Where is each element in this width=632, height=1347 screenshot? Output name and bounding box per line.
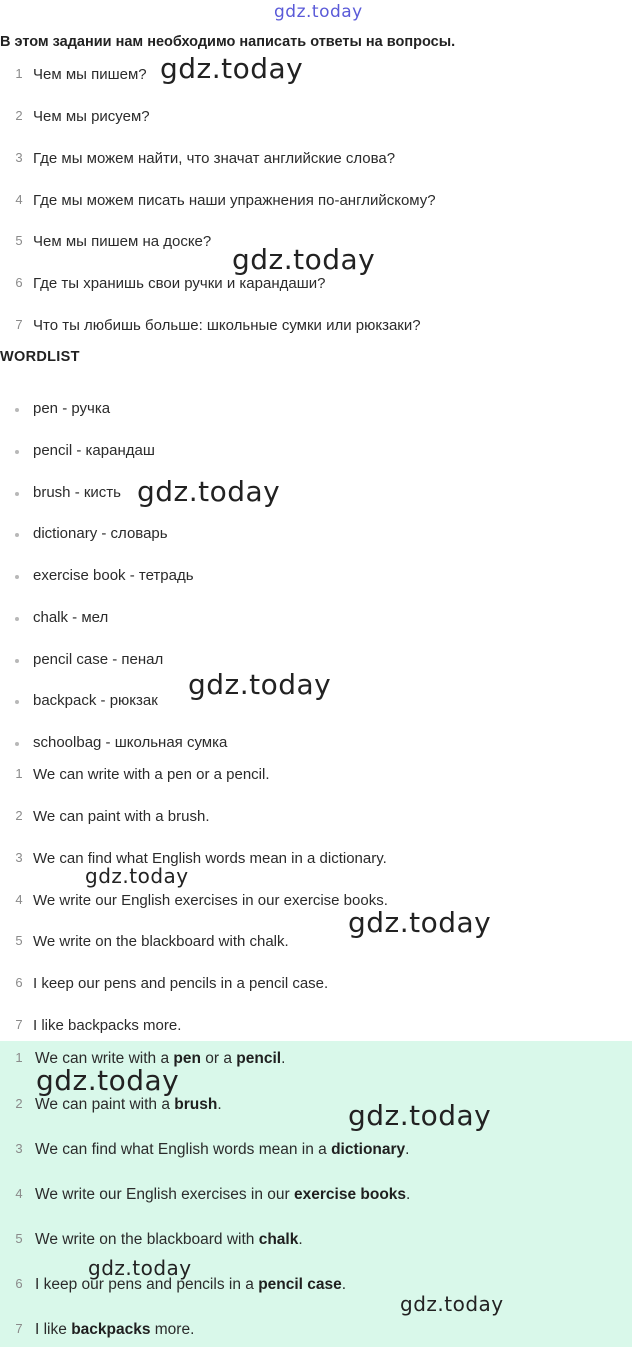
- text-part: We can write with a: [35, 1050, 174, 1067]
- keyword: brush: [174, 1096, 218, 1113]
- item-text: Чем мы пишем?: [33, 66, 147, 83]
- text-part: I like: [35, 1321, 72, 1338]
- item-text: We write on the blackboard with chalk.: [33, 933, 289, 950]
- item-text: backpack - рюкзак: [33, 692, 158, 709]
- item-number: 7: [15, 1017, 23, 1032]
- watermark: gdz.today: [88, 1256, 192, 1280]
- text-part: more.: [150, 1321, 195, 1338]
- item-number: 4: [15, 192, 23, 207]
- item-number: 4: [15, 1186, 23, 1201]
- keyword: dictionary: [331, 1141, 406, 1158]
- item-text: Что ты любишь больше: школьные сумки или рюкзаки?: [33, 317, 421, 334]
- item-number: 7: [15, 1321, 23, 1336]
- item-number: 3: [15, 1141, 23, 1156]
- keyword: chalk: [258, 1231, 299, 1248]
- bullet-icon: [15, 659, 19, 663]
- watermark: gdz.today: [348, 906, 492, 939]
- watermark: gdz.today: [85, 864, 189, 888]
- item-number: 3: [15, 850, 23, 865]
- item-number: 7: [15, 317, 23, 332]
- watermark: gdz.today: [36, 1064, 180, 1097]
- item-text: I keep our pens and pencils in a pencil case.: [33, 975, 329, 992]
- item-text: Где мы можем найти, что значат английские слова?: [33, 150, 396, 167]
- item-number: 6: [15, 275, 23, 290]
- text-part: We write our English exercises in our: [35, 1186, 295, 1203]
- item-number: 5: [15, 233, 23, 248]
- keyword: backpacks: [71, 1321, 151, 1338]
- keyword: pencil case: [258, 1276, 342, 1293]
- text-part: We can find what English words mean in a: [35, 1141, 332, 1158]
- bullet-icon: [15, 700, 19, 704]
- item-text: pen - ручка: [33, 400, 111, 417]
- item-number: 2: [15, 1096, 23, 1111]
- watermark: gdz.today: [400, 1292, 504, 1316]
- watermark: gdz.today: [232, 243, 376, 276]
- item-text: pencil case - пенал: [33, 651, 164, 668]
- wordlist-heading: WORDLIST: [0, 349, 80, 365]
- item-number: 5: [15, 1231, 23, 1246]
- item-number: 4: [15, 892, 23, 907]
- watermark-top: gdz.today: [274, 2, 363, 22]
- item-text: [35, 1321, 194, 1339]
- item-text: We can write with a pen or a pencil.: [33, 766, 270, 783]
- item-number: 2: [15, 808, 23, 823]
- watermark: gdz.today: [188, 668, 332, 701]
- text-part: We write on the blackboard with: [35, 1231, 259, 1248]
- text-part: .: [341, 1276, 347, 1293]
- text-part: .: [406, 1186, 411, 1203]
- bullet-icon: [15, 533, 19, 537]
- item-text: pencil - карандаш: [33, 442, 155, 459]
- item-text: [35, 1141, 409, 1159]
- bullet-icon: [15, 450, 19, 454]
- item-text: schoolbag - школьная сумка: [33, 734, 228, 751]
- item-text: Где мы можем писать наши упражнения по-английскому?: [33, 192, 436, 209]
- bullet-icon: [15, 408, 19, 412]
- item-text: chalk - мел: [33, 609, 109, 626]
- item-text: exercise book - тетрадь: [33, 567, 194, 584]
- item-text: We can paint with a brush.: [33, 808, 210, 825]
- item-text: dictionary - словарь: [33, 525, 168, 542]
- item-number: 1: [15, 766, 23, 781]
- item-text: [35, 1186, 410, 1204]
- item-number: 1: [15, 1050, 23, 1065]
- item-number: 6: [15, 1276, 23, 1291]
- text-part: .: [298, 1231, 303, 1248]
- text-part: .: [281, 1050, 286, 1067]
- item-number: 6: [15, 975, 23, 990]
- item-number: 2: [15, 108, 23, 123]
- text-part: I keep our pens and pencils in a: [35, 1276, 259, 1293]
- item-text: Чем мы рисуем?: [33, 108, 150, 125]
- item-number: 3: [15, 150, 23, 165]
- keyword: pen: [173, 1050, 201, 1067]
- watermark: gdz.today: [160, 52, 304, 85]
- item-text: [35, 1096, 222, 1114]
- watermark: gdz.today: [137, 475, 281, 508]
- item-text: [35, 1231, 303, 1249]
- text-part: We can paint with a: [35, 1096, 175, 1113]
- watermark: gdz.today: [348, 1099, 492, 1132]
- item-text: Где ты хранишь свои ручки и карандаши?: [33, 275, 326, 292]
- bullet-icon: [15, 492, 19, 496]
- item-text: Чем мы пишем на доске?: [33, 233, 212, 250]
- keyword: pencil: [236, 1050, 282, 1067]
- bullet-icon: [15, 617, 19, 621]
- text-part: or a: [200, 1050, 237, 1067]
- item-text: I like backpacks more.: [33, 1017, 182, 1034]
- bullet-icon: [15, 575, 19, 579]
- bullet-icon: [15, 742, 19, 746]
- item-text: brush - кисть: [33, 484, 121, 501]
- item-number: 5: [15, 933, 23, 948]
- item-text: We can find what English words mean in a dictionary.: [33, 850, 387, 867]
- text-part: .: [405, 1141, 410, 1158]
- item-number: 1: [15, 66, 23, 81]
- item-text: We write our English exercises in our exercise books.: [33, 892, 388, 909]
- keyword: exercise books: [294, 1186, 407, 1203]
- text-part: .: [217, 1096, 222, 1113]
- intro-text: В этом задании нам необходимо написать ответы на вопросы.: [0, 34, 456, 50]
